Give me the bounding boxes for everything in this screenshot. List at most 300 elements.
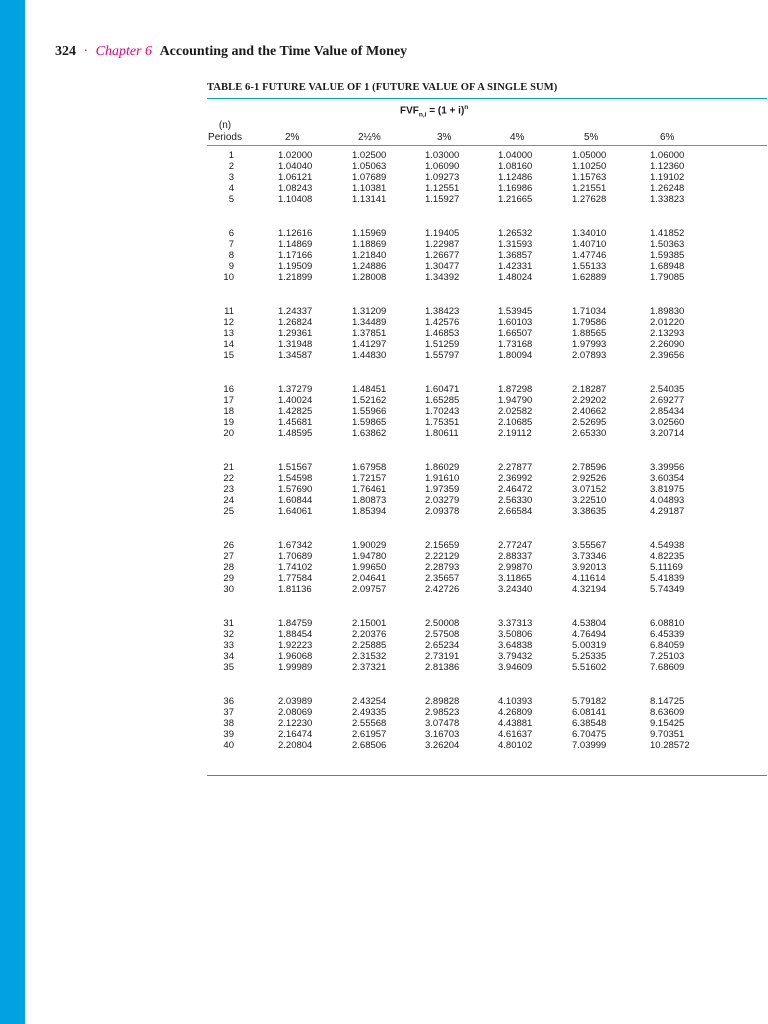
rate-2-5-cell: 2.20376 (352, 629, 387, 641)
rate-header-4: 4% (510, 132, 525, 143)
rate-3-cell: 2.15659 (425, 540, 460, 551)
rate-6-cell: 1.79085 (650, 272, 685, 284)
rate-4-cell: 3.24340 (498, 584, 533, 596)
rate-3-cell: 3.16703 (425, 729, 460, 741)
rate-2-cell: 1.06121 (278, 172, 313, 184)
rate-3-cell: 1.51259 (425, 339, 460, 351)
rate-5-cell: 1.55133 (572, 261, 607, 273)
rate-3-cell: 1.09273 (425, 172, 460, 184)
rate-5-cell: 1.27628 (572, 194, 607, 206)
rate-5-cell: 1.71034 (572, 306, 607, 317)
rate-6-cell: 8.14725 (650, 696, 685, 707)
rate-4-cell: 1.53945 (498, 306, 533, 317)
period-cell: 37 (223, 707, 234, 719)
rate-2-cell: 2.16474 (278, 729, 313, 741)
rate-5-cell: 2.65330 (572, 428, 607, 440)
period-cell: 11 (224, 306, 234, 317)
rate-2-cell: 1.70689 (278, 551, 313, 563)
rate-4-cell: 2.02582 (498, 406, 533, 418)
table-bottom-rule (207, 775, 767, 776)
rate-4-cell: 1.26532 (498, 228, 533, 239)
rate-6-cell: 1.06000 (650, 150, 685, 161)
period-cell: 27 (223, 551, 234, 563)
rate-2-cell: 1.26824 (278, 317, 313, 329)
rate-6-cell: 1.59385 (650, 250, 685, 262)
rate-2-5-cell: 1.05063 (352, 161, 387, 173)
rate-2-5-cell: 1.13141 (352, 194, 387, 206)
rate-4-cell: 1.48024 (498, 272, 533, 284)
rate-4-cell: 2.99870 (498, 562, 533, 574)
rate-4-cell: 1.66507 (498, 328, 533, 340)
rate-6-cell: 1.41852 (650, 228, 685, 239)
period-cell: 22 (223, 473, 234, 485)
rate-3-cell: 2.81386 (425, 662, 460, 674)
rate-2-cell: 1.60844 (278, 495, 313, 507)
period-cell: 24 (223, 495, 234, 507)
rate-2-5-cell: 1.80873 (352, 495, 387, 507)
rate-6-cell: 3.39956 (650, 462, 685, 473)
rate-6-cell: 2.01220 (650, 317, 685, 329)
rate-5-cell: 5.51602 (572, 662, 607, 674)
rate-2-cell: 1.48595 (278, 428, 313, 440)
rate-2-5-cell: 1.02500 (352, 150, 387, 161)
rate-2-5-cell: 1.63862 (352, 428, 387, 440)
period-cell: 2 (228, 161, 234, 173)
period-cell: 4 (228, 183, 234, 195)
rate-4-cell: 4.10393 (498, 696, 533, 707)
period-cell: 38 (223, 718, 234, 730)
rate-3-cell: 1.22987 (425, 239, 460, 251)
rate-4-cell: 1.73168 (498, 339, 533, 351)
rate-2-cell: 1.14869 (278, 239, 313, 251)
rate-2-cell: 1.17166 (278, 250, 313, 262)
period-cell: 26 (223, 540, 234, 551)
rate-3-cell: 2.22129 (425, 551, 460, 563)
periods-header-n: (n) (218, 120, 232, 131)
rate-4-cell: 1.08160 (498, 161, 533, 173)
rate-5-cell: 6.38548 (572, 718, 607, 730)
table-title: TABLE 6-1 FUTURE VALUE OF 1 (FUTURE VALUE OF A SINGLE SUM) (207, 82, 558, 93)
period-cell: 29 (223, 573, 234, 585)
rate-5-cell: 1.79586 (572, 317, 607, 329)
rate-3-cell: 2.57508 (425, 629, 460, 641)
rate-3-cell: 2.50008 (425, 618, 460, 629)
period-cell: 25 (223, 506, 234, 518)
rate-3-cell: 1.60471 (425, 384, 460, 395)
separator-dot: · (83, 44, 89, 59)
rate-5-cell: 6.70475 (572, 729, 607, 741)
rate-4-cell: 1.12486 (498, 172, 533, 184)
rate-2-5-cell: 2.49335 (352, 707, 387, 719)
period-cell: 5 (228, 194, 234, 206)
rate-4-cell: 1.80094 (498, 350, 533, 362)
rate-3-cell: 1.12551 (425, 183, 460, 195)
rate-6-cell: 1.33823 (650, 194, 685, 206)
rate-4-cell: 1.87298 (498, 384, 533, 395)
rate-4-cell: 2.66584 (498, 506, 533, 518)
table-top-rule (207, 98, 767, 99)
rate-5-cell: 3.73346 (572, 551, 607, 563)
rate-6-cell: 5.41839 (650, 573, 685, 585)
rate-4-cell: 1.94790 (498, 395, 533, 407)
rate-6-cell: 10.28572 (650, 740, 690, 752)
rate-5-cell: 5.25335 (572, 651, 607, 663)
rate-3-cell: 1.86029 (425, 462, 460, 473)
rate-6-cell: 6.84059 (650, 640, 685, 652)
rate-2-5-cell: 1.18869 (352, 239, 387, 251)
rate-4-cell: 2.77247 (498, 540, 533, 551)
period-cell: 15 (223, 350, 234, 362)
rate-2-5-cell: 1.85394 (352, 506, 387, 518)
period-cell: 40 (223, 740, 234, 752)
rate-4-cell: 3.64838 (498, 640, 533, 652)
rate-2-5-cell: 1.44830 (352, 350, 387, 362)
period-cell: 33 (223, 640, 234, 652)
rate-4-cell: 1.60103 (498, 317, 533, 329)
rate-3-cell: 2.89828 (425, 696, 460, 707)
rate-3-cell: 1.80611 (425, 428, 459, 440)
chapter-title: Accounting and the Time Value of Money (159, 44, 408, 59)
rate-3-cell: 1.42576 (425, 317, 460, 329)
rate-2-cell: 1.74102 (278, 562, 313, 574)
rate-2-5-cell: 2.61957 (352, 729, 387, 741)
rate-5-cell: 1.47746 (572, 250, 607, 262)
period-cell: 20 (223, 428, 234, 440)
formula-prefix: FVF (400, 105, 419, 117)
rate-6-cell: 4.54938 (650, 540, 685, 551)
rate-2-cell: 1.54598 (278, 473, 313, 485)
rate-2-5-cell: 1.31209 (352, 306, 387, 317)
running-head (55, 44, 407, 60)
rate-6-cell: 5.11169 (650, 562, 683, 574)
rate-2-cell: 1.10408 (278, 194, 313, 206)
period-cell: 12 (223, 317, 234, 329)
rate-2-cell: 1.51567 (278, 462, 313, 473)
rate-header-6: 6% (660, 132, 675, 143)
rate-3-cell: 2.73191 (425, 651, 460, 663)
rate-2-cell: 1.31948 (278, 339, 313, 351)
rate-6-cell: 1.50363 (650, 239, 685, 251)
rate-4-cell: 3.94609 (498, 662, 533, 674)
rate-5-cell: 2.92526 (572, 473, 607, 485)
rate-2-cell: 1.67342 (278, 540, 313, 551)
rate-3-cell: 2.09378 (425, 506, 460, 518)
period-cell: 30 (223, 584, 234, 596)
rate-4-cell: 1.42331 (498, 261, 533, 273)
period-cell: 34 (223, 651, 234, 663)
rate-3-cell: 2.35657 (425, 573, 460, 585)
rate-3-cell: 1.70243 (425, 406, 460, 418)
rate-2-5-cell: 1.94780 (352, 551, 387, 563)
rate-2-5-cell: 1.52162 (352, 395, 387, 407)
rate-4-cell: 1.31593 (498, 239, 533, 251)
rate-3-cell: 3.26204 (425, 740, 460, 752)
rate-5-cell: 4.76494 (572, 629, 607, 641)
rate-3-cell: 2.98523 (425, 707, 460, 719)
page-number: 324 (55, 44, 76, 59)
rate-2-5-cell: 2.31532 (352, 651, 387, 663)
rate-5-cell: 7.03999 (572, 740, 607, 752)
rate-4-cell: 2.88337 (498, 551, 533, 563)
rate-2-5-cell: 2.55568 (352, 718, 387, 730)
rate-6-cell: 1.26248 (650, 183, 685, 195)
rate-2-5-cell: 1.72157 (352, 473, 387, 485)
rate-3-cell: 1.38423 (425, 306, 460, 317)
rate-3-cell: 1.75351 (425, 417, 460, 429)
rate-5-cell: 4.53804 (572, 618, 607, 629)
chapter-label: Chapter 6 (95, 44, 153, 59)
rate-2-cell: 1.96068 (278, 651, 313, 663)
rate-3-cell: 1.03000 (425, 150, 460, 161)
period-cell: 21 (223, 462, 234, 473)
rate-6-cell: 1.12360 (650, 161, 685, 173)
period-cell: 36 (223, 696, 234, 707)
period-cell: 7 (228, 239, 234, 251)
rate-2-cell: 1.21899 (278, 272, 313, 284)
formula-subscript: n,i (418, 111, 427, 119)
rate-4-cell: 2.27877 (498, 462, 533, 473)
rate-5-cell: 5.79182 (572, 696, 607, 707)
rate-6-cell: 1.68948 (650, 261, 685, 273)
rate-6-cell: 9.70351 (650, 729, 685, 741)
period-cell: 9 (228, 261, 234, 273)
rate-6-cell: 3.60354 (650, 473, 685, 485)
rate-2-cell: 1.64061 (278, 506, 313, 518)
rate-2-cell: 1.77584 (278, 573, 313, 585)
rate-2-5-cell: 1.76461 (352, 484, 387, 496)
rate-4-cell: 2.10685 (498, 417, 533, 429)
rate-3-cell: 1.91610 (425, 473, 460, 485)
rate-6-cell: 4.04893 (650, 495, 685, 507)
rate-2-5-cell: 1.48451 (352, 384, 387, 395)
rate-4-cell: 2.56330 (498, 495, 533, 507)
periods-header-label: Periods (208, 132, 242, 143)
rate-5-cell: 3.55567 (572, 540, 607, 551)
rate-5-cell: 1.10250 (572, 161, 607, 173)
rate-6-cell: 2.39656 (650, 350, 685, 362)
table-formula (400, 104, 468, 118)
period-cell: 6 (228, 228, 234, 239)
rate-6-cell: 4.29187 (650, 506, 685, 518)
rate-2-5-cell: 2.68506 (352, 740, 387, 752)
rate-5-cell: 3.22510 (572, 495, 607, 507)
rate-3-cell: 1.06090 (425, 161, 460, 173)
rate-2-5-cell: 1.07689 (352, 172, 387, 184)
rate-5-cell: 1.40710 (572, 239, 607, 251)
rate-2-5-cell: 1.41297 (352, 339, 387, 351)
rate-3-cell: 2.03279 (425, 495, 460, 507)
period-cell: 39 (223, 729, 234, 741)
rate-5-cell: 2.29202 (572, 395, 607, 407)
rate-5-cell: 2.18287 (572, 384, 607, 395)
rate-4-cell: 1.16986 (498, 183, 533, 195)
rate-4-cell: 2.36992 (498, 473, 533, 485)
rate-2-5-cell: 1.99650 (352, 562, 387, 574)
rate-2-5-cell: 1.59865 (352, 417, 387, 429)
rate-4-cell: 3.79432 (498, 651, 533, 663)
rate-2-cell: 1.19509 (278, 261, 313, 273)
rate-4-cell: 3.37313 (498, 618, 533, 629)
rate-6-cell: 7.25103 (650, 651, 685, 663)
periods-header (205, 120, 245, 144)
rate-5-cell: 5.00319 (572, 640, 607, 652)
period-cell: 19 (223, 417, 234, 429)
rate-5-cell: 4.11614 (572, 573, 606, 585)
rate-3-cell: 1.65285 (425, 395, 460, 407)
period-cell: 23 (223, 484, 234, 496)
rate-4-cell: 4.26809 (498, 707, 533, 719)
rate-4-cell: 1.04000 (498, 150, 533, 161)
rate-5-cell: 1.34010 (572, 228, 607, 239)
rate-6-cell: 7.68609 (650, 662, 685, 674)
rate-6-cell: 6.45339 (650, 629, 685, 641)
rate-2-5-cell: 1.90029 (352, 540, 387, 551)
rate-5-cell: 2.78596 (572, 462, 607, 473)
rate-4-cell: 3.50806 (498, 629, 533, 641)
rate-6-cell: 1.89830 (650, 306, 685, 317)
rate-2-cell: 1.02000 (278, 150, 313, 161)
period-cell: 28 (223, 562, 234, 574)
rate-2-cell: 2.20804 (278, 740, 313, 752)
rate-6-cell: 2.69277 (650, 395, 685, 407)
rate-5-cell: 1.15763 (572, 172, 607, 184)
rate-2-5-cell: 1.10381 (352, 183, 387, 195)
rate-3-cell: 1.30477 (425, 261, 460, 273)
rate-2-5-cell: 2.09757 (352, 584, 387, 596)
formula-superscript: n (464, 104, 469, 111)
period-cell: 35 (223, 662, 234, 674)
rate-6-cell: 6.08810 (650, 618, 685, 629)
period-cell: 31 (223, 618, 234, 629)
rate-3-cell: 1.19405 (425, 228, 460, 239)
rate-2-cell: 1.42825 (278, 406, 313, 418)
period-cell: 3 (228, 172, 234, 184)
rate-6-cell: 3.02560 (650, 417, 685, 429)
rate-3-cell: 2.28793 (425, 562, 460, 574)
rate-2-5-cell: 2.04641 (352, 573, 387, 585)
rate-2-5-cell: 1.37851 (352, 328, 387, 340)
rate-4-cell: 1.36857 (498, 250, 533, 262)
rate-2-cell: 1.81136 (278, 584, 312, 596)
rate-5-cell: 4.32194 (572, 584, 607, 596)
rate-2-cell: 1.34587 (278, 350, 313, 362)
rate-3-cell: 1.34392 (425, 272, 460, 284)
rate-2-cell: 1.37279 (278, 384, 313, 395)
rate-2-cell: 2.08069 (278, 707, 313, 719)
rate-2-cell: 1.92223 (278, 640, 313, 652)
rate-header-2: 2% (285, 132, 300, 143)
period-cell: 10 (223, 272, 234, 284)
rate-6-cell: 8.63609 (650, 707, 685, 719)
period-cell: 8 (228, 250, 234, 262)
rate-2-cell: 1.29361 (278, 328, 313, 340)
rate-6-cell: 3.81975 (650, 484, 685, 496)
rate-2-5-cell: 1.28008 (352, 272, 387, 284)
rate-2-5-cell: 1.34489 (352, 317, 387, 329)
rate-6-cell: 4.82235 (650, 551, 685, 563)
rate-2-cell: 1.88454 (278, 629, 313, 641)
rate-3-cell: 3.07478 (425, 718, 460, 730)
period-cell: 16 (223, 384, 234, 395)
rate-5-cell: 2.52695 (572, 417, 607, 429)
rate-2-5-cell: 2.25885 (352, 640, 387, 652)
rate-4-cell: 3.11865 (498, 573, 532, 585)
rate-3-cell: 1.97359 (425, 484, 460, 496)
rate-2-cell: 2.12230 (278, 718, 313, 730)
rate-5-cell: 6.08141 (572, 707, 607, 719)
period-cell: 13 (223, 328, 234, 340)
page-edge-color-bar (0, 0, 25, 1024)
rate-6-cell: 2.85434 (650, 406, 685, 418)
rate-3-cell: 1.26677 (425, 250, 460, 262)
rate-5-cell: 1.05000 (572, 150, 607, 161)
rate-2-cell: 1.24337 (278, 306, 313, 317)
rate-2-5-cell: 1.15969 (352, 228, 387, 239)
rate-5-cell: 1.62889 (572, 272, 607, 284)
rate-5-cell: 2.07893 (572, 350, 607, 362)
rate-6-cell: 5.74349 (650, 584, 685, 596)
rate-2-cell: 1.57690 (278, 484, 313, 496)
period-cell: 1 (228, 150, 234, 161)
rate-3-cell: 1.15927 (425, 194, 460, 206)
rate-5-cell: 1.88565 (572, 328, 607, 340)
rate-3-cell: 2.42726 (425, 584, 460, 596)
rate-6-cell: 2.26090 (650, 339, 685, 351)
rate-4-cell: 4.43881 (498, 718, 533, 730)
rate-4-cell: 4.61637 (498, 729, 533, 741)
rate-5-cell: 3.38635 (572, 506, 607, 518)
rate-5-cell: 2.40662 (572, 406, 607, 418)
rate-header-5: 5% (584, 132, 599, 143)
rate-6-cell: 9.15425 (650, 718, 685, 730)
rate-4-cell: 2.19112 (498, 428, 532, 440)
rate-3-cell: 1.46853 (425, 328, 460, 340)
rate-5-cell: 1.21551 (572, 183, 607, 195)
rate-6-cell: 2.54035 (650, 384, 685, 395)
rate-2-cell: 1.40024 (278, 395, 313, 407)
rate-2-cell: 1.08243 (278, 183, 313, 195)
rate-header-3: 3% (437, 132, 452, 143)
rate-4-cell: 2.46472 (498, 484, 533, 496)
period-cell: 17 (223, 395, 234, 407)
rate-4-cell: 4.80102 (498, 740, 533, 752)
period-cell: 18 (223, 406, 234, 418)
rate-2-cell: 1.12616 (278, 228, 313, 239)
rate-2-cell: 1.99989 (278, 662, 313, 674)
rate-2-5-cell: 2.37321 (352, 662, 387, 674)
rate-5-cell: 3.92013 (572, 562, 607, 574)
rate-2-5-cell: 1.55966 (352, 406, 387, 418)
rate-3-cell: 1.55797 (425, 350, 460, 362)
period-cell: 14 (223, 339, 234, 351)
rate-5-cell: 1.97993 (572, 339, 607, 351)
rate-2-5-cell: 1.67958 (352, 462, 387, 473)
rate-5-cell: 3.07152 (572, 484, 607, 496)
header-rule (207, 145, 767, 146)
rate-2-5-cell: 2.43254 (352, 696, 387, 707)
rate-3-cell: 2.65234 (425, 640, 460, 652)
rate-header-2-5: 2½% (358, 132, 381, 143)
rate-2-cell: 1.45681 (278, 417, 313, 429)
rate-2-5-cell: 1.21840 (352, 250, 387, 262)
rate-6-cell: 2.13293 (650, 328, 685, 340)
rate-6-cell: 1.19102 (650, 172, 685, 184)
formula-body: = (1 + i) (426, 105, 465, 117)
period-cell: 32 (223, 629, 234, 641)
rate-2-5-cell: 2.15001 (352, 618, 387, 629)
rate-2-5-cell: 1.24886 (352, 261, 387, 273)
rate-2-cell: 1.04040 (278, 161, 313, 173)
